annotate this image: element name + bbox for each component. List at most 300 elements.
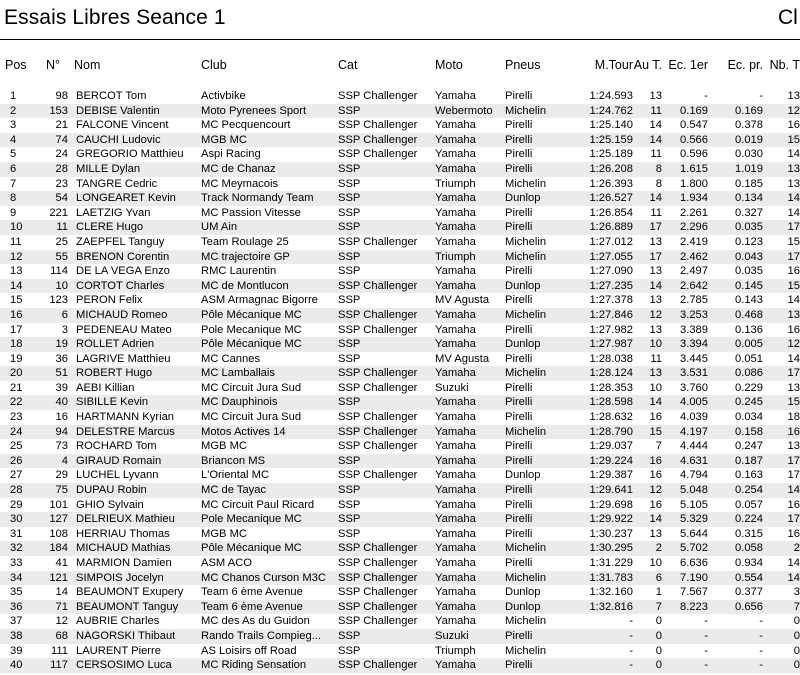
lap-no-cell: 11 — [650, 352, 662, 365]
number-cell: 23 — [55, 177, 68, 190]
best-lap-cell: 1:32.160 — [589, 586, 633, 599]
lap-no-cell: 14 — [633, 395, 662, 410]
table-row — [0, 658, 800, 673]
moto-cell: MV Agusta — [435, 294, 490, 307]
gap-prev-cell: 0.169 — [708, 104, 763, 119]
gap-first-cell: 0.566 — [662, 133, 708, 148]
number-cell: 221 — [49, 206, 68, 219]
gap-prev-cell: 0.019 — [708, 133, 763, 148]
club-cell: MGB MC — [201, 527, 247, 540]
pos-cell: 3 — [10, 119, 17, 132]
name-cell: HERRIAU Thomas — [76, 527, 170, 540]
table-row — [0, 235, 800, 250]
gap-first-cell: 3.394 — [662, 337, 708, 352]
number-cell: 114 — [50, 265, 68, 278]
number-cell: 127 — [36, 512, 70, 527]
best-lap-cell: 1:28.038 — [589, 352, 633, 365]
laps-cell: 7 — [763, 600, 800, 615]
category-cell: SSP Challenger — [338, 323, 418, 336]
name-cell: MICHAUD Romeo — [70, 308, 201, 323]
laps-cell: 17 — [763, 250, 800, 265]
club-cell: Pole Mecanique MC — [201, 323, 302, 336]
gap-prev-cell: 0.043 — [708, 250, 763, 265]
name-cell: ROCHARD Tom — [76, 440, 157, 453]
number-cell: 73 — [55, 440, 68, 453]
table-row — [0, 512, 800, 527]
lap-no-cell: 14 — [649, 119, 662, 132]
tyres-cell: Pirelli — [505, 294, 533, 307]
col-header-moto: Moto — [435, 57, 463, 72]
club-cell: MC Dauphinois — [201, 395, 338, 410]
category-cell: SSP — [338, 512, 435, 527]
gap-first-cell: 4.005 — [662, 395, 708, 410]
table-row — [0, 454, 800, 469]
col-header-name: Nom — [74, 57, 101, 72]
best-lap-cell: - — [629, 644, 633, 657]
moto-cell: Yamaha — [435, 615, 476, 628]
laps-cell: 13 — [787, 177, 800, 190]
pos-cell: 31 — [10, 527, 23, 540]
moto-cell: Triumph — [435, 250, 505, 265]
number-cell: 108 — [49, 527, 68, 540]
best-lap-cell: 1:27.012 — [589, 235, 633, 248]
lap-no-cell: 13 — [633, 366, 662, 381]
name-cell: CORTOT Charles — [70, 279, 201, 294]
moto-cell: Yamaha — [435, 279, 505, 294]
table-row — [0, 133, 800, 148]
category-cell: SSP — [338, 265, 361, 278]
tyres-cell: Michelin — [505, 177, 547, 190]
number-cell: 153 — [36, 104, 70, 119]
best-lap-cell: - — [629, 615, 633, 628]
best-lap-cell: 1:27.982 — [589, 323, 633, 336]
lap-no-cell: 17 — [633, 220, 662, 235]
moto-cell: Yamaha — [435, 469, 476, 482]
club-cell: MGB MC — [201, 133, 338, 148]
gap-first-cell: 2.261 — [680, 206, 708, 219]
gap-prev-cell: 0.057 — [735, 498, 763, 511]
number-cell: 101 — [49, 498, 68, 511]
gap-prev-cell: 0.229 — [735, 381, 763, 394]
name-cell: CAUCHI Ludovic — [70, 133, 201, 148]
best-lap-cell: 1:29.641 — [565, 483, 633, 498]
moto-cell: Yamaha — [435, 483, 505, 498]
name-cell: BRENON Corentin — [70, 250, 201, 265]
lap-no-cell: 12 — [633, 308, 662, 323]
best-lap-cell: 1:29.922 — [565, 512, 633, 527]
category-cell: SSP Challenger — [338, 658, 435, 673]
moto-cell: Yamaha — [435, 498, 476, 511]
gap-first-cell: - — [704, 90, 708, 102]
number-cell: 111 — [50, 644, 68, 657]
category-cell: SSP Challenger — [338, 133, 435, 148]
name-cell: TANGRE Cedric — [76, 177, 158, 190]
gap-first-cell: 3.445 — [680, 352, 708, 365]
category-cell: SSP — [338, 191, 435, 206]
moto-cell: Yamaha — [435, 148, 476, 161]
category-cell: SSP Challenger — [338, 571, 435, 586]
table-row — [0, 366, 800, 381]
table-row — [0, 644, 800, 659]
lap-no-cell: 7 — [633, 600, 662, 615]
club-cell: MC de Tayac — [201, 483, 338, 498]
best-lap-cell: 1:26.393 — [589, 177, 633, 190]
pos-cell: 9 — [10, 206, 17, 219]
gap-prev-cell: - — [759, 644, 763, 657]
best-lap-cell: 1:24.593 — [589, 90, 633, 102]
col-header-tyres: Pneus — [505, 57, 541, 72]
moto-cell: Yamaha — [435, 527, 476, 540]
number-cell: 40 — [36, 395, 70, 410]
laps-cell: 12 — [763, 104, 800, 119]
lap-no-cell: 10 — [649, 557, 662, 569]
laps-cell: 3 — [793, 586, 800, 599]
category-cell: SSP Challenger — [338, 615, 418, 628]
header-rule — [0, 39, 800, 40]
best-lap-cell: 1:25.159 — [565, 133, 633, 148]
tyres-cell: Michelin — [505, 235, 547, 248]
laps-cell: 17 — [787, 469, 800, 482]
gap-prev-cell: 0.377 — [735, 586, 763, 599]
club-cell: MC Circuit Paul Ricard — [201, 498, 315, 511]
col-header-best-lap: M.Tour — [594, 57, 633, 72]
gap-prev-cell: 0.468 — [708, 308, 763, 323]
club-cell: Activbike — [201, 90, 246, 102]
number-cell: 94 — [36, 425, 70, 440]
laps-cell: 16 — [787, 119, 800, 132]
lap-no-cell: 11 — [633, 104, 662, 119]
gap-prev-cell: 0.254 — [708, 483, 763, 498]
category-cell: SSP — [338, 104, 435, 119]
pos-cell: 1 — [10, 90, 17, 102]
number-cell: 28 — [36, 162, 70, 177]
table-row — [0, 541, 800, 556]
tyres-cell: Dunlop — [505, 469, 541, 482]
results-table — [0, 56, 800, 673]
gap-prev-cell: 0.145 — [708, 279, 763, 294]
category-cell: SSP Challenger — [338, 440, 418, 453]
moto-cell: Yamaha — [435, 220, 505, 235]
name-cell: PEDENEAU Mateo — [76, 323, 172, 336]
tyres-cell: Dunlop — [505, 600, 565, 615]
laps-cell: 17 — [763, 512, 800, 527]
gap-first-cell: 0.169 — [662, 104, 708, 119]
gap-prev-cell: 0.034 — [735, 411, 763, 424]
pos-cell: 26 — [0, 454, 36, 469]
name-cell: DEBISE Valentin — [70, 104, 201, 119]
laps-cell: 17 — [763, 454, 800, 469]
club-cell: MC Lamballais — [201, 366, 338, 381]
tyres-cell: Pirelli — [505, 162, 565, 177]
gap-first-cell: 4.794 — [680, 469, 708, 482]
gap-first-cell: 0.547 — [680, 119, 708, 132]
laps-cell: 16 — [787, 527, 800, 540]
category-cell: SSP Challenger — [338, 541, 435, 556]
lap-no-cell: 16 — [649, 469, 662, 482]
pos-cell: 28 — [0, 483, 36, 498]
club-cell: Rando Trails Compieg... — [201, 629, 338, 644]
number-cell: 98 — [55, 90, 68, 102]
gap-first-cell: - — [704, 615, 708, 628]
gap-prev-cell: 0.378 — [735, 119, 763, 132]
laps-cell: 14 — [763, 483, 800, 498]
name-cell: LAURENT Pierre — [76, 644, 161, 657]
col-header-gap-prev: Ec. pr. — [727, 57, 763, 72]
number-cell: 74 — [36, 133, 70, 148]
lap-no-cell: 0 — [655, 644, 662, 657]
gap-first-cell: 7.567 — [680, 586, 708, 599]
lap-no-cell: 13 — [649, 323, 662, 336]
moto-cell: Yamaha — [435, 425, 505, 440]
pos-cell: 14 — [0, 279, 36, 294]
club-cell: MC Cannes — [201, 352, 261, 365]
club-cell: Pôle Mécanique MC — [201, 308, 338, 323]
pos-cell: 22 — [0, 395, 36, 410]
laps-cell: 15 — [787, 235, 800, 248]
pos-cell: 24 — [0, 425, 36, 440]
number-cell: 25 — [55, 235, 68, 248]
laps-cell: 0 — [793, 615, 800, 628]
table-row — [0, 571, 800, 586]
number-cell: 184 — [36, 541, 70, 556]
pos-cell: 33 — [10, 557, 23, 569]
tyres-cell: Michelin — [505, 425, 565, 440]
category-cell: SSP Challenger — [338, 148, 418, 161]
tyres-cell: Michelin — [505, 308, 565, 323]
pos-cell: 21 — [10, 381, 23, 394]
club-cell: MC Pecquencourt — [201, 119, 291, 132]
number-cell: 21 — [55, 119, 68, 132]
laps-cell: 2 — [763, 541, 800, 556]
lap-no-cell: 13 — [649, 294, 662, 307]
club-cell: Team 6 ème Avenue — [201, 586, 303, 599]
name-cell: LAGRIVE Matthieu — [76, 352, 171, 365]
club-cell: MC Meymacois — [201, 177, 279, 190]
club-cell: MC Chanos Curson M3C — [201, 571, 338, 586]
name-cell: NAGORSKI Thibaut — [70, 629, 201, 644]
pos-cell: 16 — [0, 308, 36, 323]
pos-cell: 25 — [10, 440, 23, 453]
laps-cell: 16 — [787, 323, 800, 336]
name-cell: ZAEPFEL Tanguy — [76, 235, 165, 248]
lap-no-cell: 16 — [649, 411, 662, 424]
name-cell: FALCONE Vincent — [76, 119, 169, 132]
moto-cell: Yamaha — [435, 265, 476, 278]
category-cell: SSP Challenger — [338, 366, 435, 381]
name-cell: MICHAUD Mathias — [70, 541, 201, 556]
pos-cell: 2 — [0, 104, 36, 119]
tyres-cell: Pirelli — [505, 512, 565, 527]
tyres-cell: Michelin — [505, 104, 565, 119]
lap-no-cell: 8 — [633, 162, 662, 177]
gap-prev-cell: - — [708, 629, 763, 644]
best-lap-cell: 1:24.762 — [565, 104, 633, 119]
club-cell: Aspi Racing — [201, 148, 261, 161]
table-row — [0, 293, 800, 308]
name-cell: ROBERT Hugo — [70, 366, 201, 381]
table-row — [0, 395, 800, 410]
page-title-right: Cl — [778, 6, 798, 29]
lap-no-cell: 13 — [649, 235, 662, 248]
number-cell: 16 — [55, 411, 68, 424]
club-cell: ASM ACO — [201, 557, 252, 569]
name-cell: GIRAUD Romain — [70, 454, 201, 469]
pos-cell: 20 — [0, 366, 36, 381]
best-lap-cell: 1:28.124 — [565, 366, 633, 381]
best-lap-cell: 1:29.387 — [589, 469, 633, 482]
table-row — [0, 498, 800, 513]
gap-first-cell: 7.190 — [662, 571, 708, 586]
best-lap-cell: 1:28.790 — [565, 425, 633, 440]
pos-cell: 5 — [10, 148, 17, 161]
laps-cell: 17 — [763, 220, 800, 235]
tyres-cell: Dunlop — [505, 586, 541, 599]
number-cell: 41 — [55, 557, 68, 569]
category-cell: SSP Challenger — [338, 586, 418, 599]
name-cell: LAETZIG Yvan — [76, 206, 151, 219]
pos-cell: 17 — [10, 323, 23, 336]
gap-first-cell: 3.389 — [680, 323, 708, 336]
moto-cell: Triumph — [435, 644, 476, 657]
laps-cell: 14 — [787, 148, 800, 161]
best-lap-cell: 1:25.140 — [589, 119, 633, 132]
best-lap-cell: 1:31.783 — [565, 571, 633, 586]
moto-cell: Yamaha — [435, 308, 505, 323]
table-row — [0, 352, 800, 367]
moto-cell: MV Agusta — [435, 352, 490, 365]
laps-cell: 17 — [763, 366, 800, 381]
gap-first-cell: 6.636 — [680, 557, 708, 569]
moto-cell: Yamaha — [435, 541, 505, 556]
tyres-cell: Michelin — [505, 644, 547, 657]
gap-first-cell: - — [662, 658, 708, 673]
gap-prev-cell: 0.247 — [735, 440, 763, 453]
best-lap-cell: 1:29.224 — [565, 454, 633, 469]
table-body — [0, 73, 800, 673]
number-cell: 12 — [55, 615, 68, 628]
number-cell: 55 — [36, 250, 70, 265]
category-cell: SSP — [338, 177, 361, 190]
category-cell: SSP Challenger — [338, 381, 418, 394]
moto-cell: Yamaha — [435, 366, 505, 381]
best-lap-cell: 1:27.846 — [565, 308, 633, 323]
name-cell: MILLE Dylan — [70, 162, 201, 177]
laps-cell: 0 — [763, 629, 800, 644]
laps-cell: 12 — [763, 337, 800, 352]
lap-no-cell: 14 — [633, 279, 662, 294]
number-cell: 123 — [49, 294, 68, 307]
category-cell: SSP — [338, 352, 361, 365]
number-cell: 24 — [55, 148, 68, 161]
pos-cell: 7 — [10, 177, 17, 190]
moto-cell: Yamaha — [435, 512, 505, 527]
moto-cell: Suzuki — [435, 381, 469, 394]
category-cell: SSP — [338, 206, 361, 219]
best-lap-cell: 1:27.378 — [589, 294, 633, 307]
number-cell: 51 — [36, 366, 70, 381]
table-header-row — [0, 56, 800, 73]
pos-cell: 29 — [10, 498, 23, 511]
name-cell: PERON Felix — [76, 294, 143, 307]
col-header-gap-first: Ec. 1er — [668, 57, 708, 72]
gap-prev-cell: 0.185 — [735, 177, 763, 190]
name-cell: DELRIEUX Mathieu — [70, 512, 201, 527]
table-row — [0, 614, 800, 629]
pos-cell: 32 — [0, 541, 36, 556]
gap-first-cell: 5.329 — [662, 512, 708, 527]
gap-first-cell: 2.419 — [680, 235, 708, 248]
lap-no-cell: 13 — [649, 90, 662, 102]
club-cell: MC Circuit Jura Sud — [201, 381, 302, 394]
category-cell: SSP — [338, 220, 435, 235]
pos-cell: 12 — [0, 250, 36, 265]
tyres-cell: Pirelli — [505, 90, 533, 102]
number-cell: 29 — [55, 469, 68, 482]
lap-no-cell: 13 — [649, 527, 662, 540]
col-header-category: Cat — [338, 57, 358, 72]
club-cell: Team 6 ème Avenue — [201, 600, 338, 615]
moto-cell: Triumph — [435, 177, 476, 190]
best-lap-cell: 1:31.229 — [589, 557, 633, 569]
pos-cell: 36 — [0, 600, 36, 615]
best-lap-cell: 1:26.854 — [589, 206, 633, 219]
laps-cell: 16 — [787, 265, 800, 278]
club-cell: Pôle Mécanique MC — [201, 337, 338, 352]
name-cell: BEAUMONT Tanguy — [70, 600, 201, 615]
category-cell: SSP — [338, 294, 361, 307]
table-row — [0, 220, 800, 235]
tyres-cell: Pirelli — [505, 395, 565, 410]
table-row — [0, 104, 800, 119]
tyres-cell: Pirelli — [505, 629, 565, 644]
gap-first-cell: 2.497 — [680, 265, 708, 278]
gap-prev-cell: 0.158 — [708, 425, 763, 440]
number-cell: 39 — [55, 381, 68, 394]
club-cell: MC Riding Sensation — [201, 658, 338, 673]
gap-first-cell: 3.760 — [680, 381, 708, 394]
best-lap-cell: 1:27.055 — [565, 250, 633, 265]
name-cell: ROLLET Adrien — [70, 337, 201, 352]
club-cell: Motos Actives 14 — [201, 425, 338, 440]
pos-cell: 11 — [10, 235, 22, 248]
laps-cell: 14 — [787, 206, 800, 219]
table-row — [0, 337, 800, 352]
club-cell: MC des As du Guidon — [201, 615, 310, 628]
laps-cell: 14 — [763, 191, 800, 206]
club-cell: MC trajectoire GP — [201, 250, 338, 265]
gap-first-cell: 3.253 — [662, 308, 708, 323]
club-cell: MC de Chanaz — [201, 162, 338, 177]
lap-no-cell: 10 — [649, 381, 662, 394]
tyres-cell: Pirelli — [505, 119, 533, 132]
tyres-cell: Michelin — [505, 541, 565, 556]
pos-cell: 13 — [10, 265, 23, 278]
gap-prev-cell: 0.315 — [735, 527, 763, 540]
pos-cell: 19 — [10, 352, 23, 365]
pos-cell: 34 — [0, 571, 36, 586]
gap-first-cell: 2.642 — [662, 279, 708, 294]
pos-cell: 15 — [10, 294, 23, 307]
moto-cell: Yamaha — [435, 90, 476, 102]
category-cell: SSP — [338, 483, 435, 498]
lap-no-cell: 6 — [633, 571, 662, 586]
col-header-number: N° — [46, 57, 61, 72]
laps-cell: 15 — [763, 133, 800, 148]
table-row — [0, 483, 800, 498]
gap-prev-cell: 0.058 — [708, 541, 763, 556]
laps-cell: 13 — [787, 90, 800, 102]
moto-cell: Yamaha — [435, 133, 505, 148]
